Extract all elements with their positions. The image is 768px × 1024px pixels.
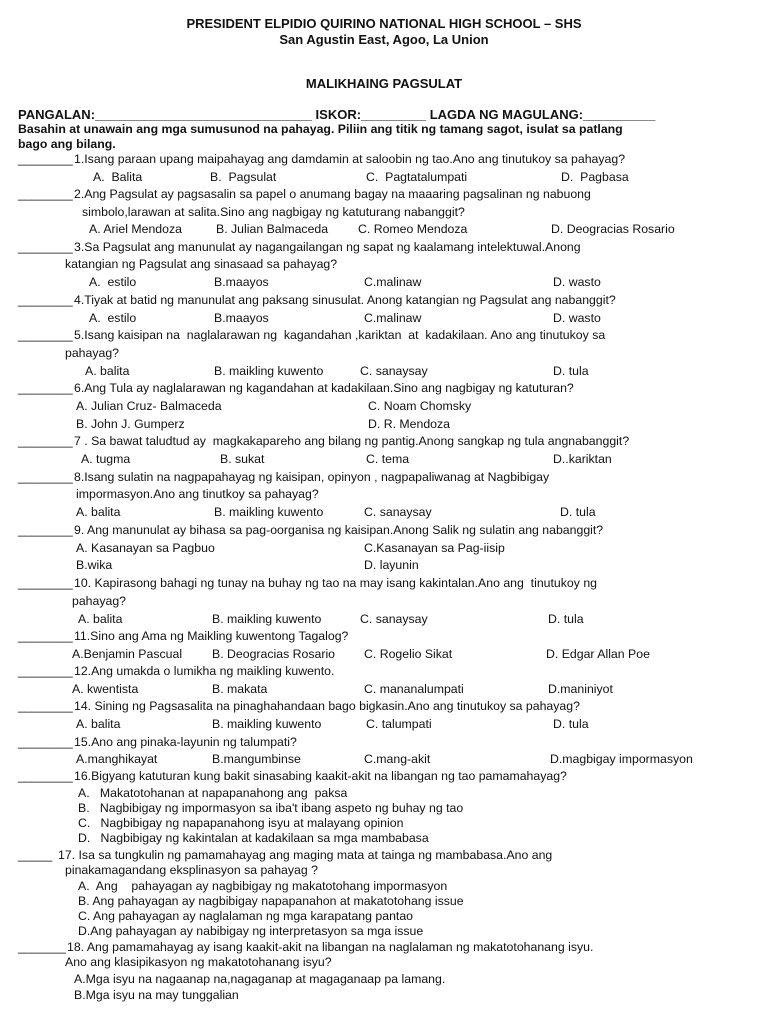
option-d: D. Deogracias Rosario [551,222,675,236]
option-d: D. Nagbibigay ng kakintalan at kadakilaan sa mga mambabasa [78,831,429,845]
option-a: A. estilo [89,311,137,325]
instructions-line-1: Basahin at unawain ang mga sumusunod na pahayag. Piliin ang titik ng tamang sagot, isulat sa patlang [18,122,623,136]
option-c: C. talumpati [366,717,432,731]
answer-blank[interactable]: ________ [18,381,73,395]
option-b: B. maikling kuwento [212,612,322,626]
option-d: D. tula [560,505,596,519]
question-text-cont: pahayag? [72,594,127,608]
option-d: D.maniniyot [548,682,613,696]
answer-blank[interactable]: _______ [18,940,66,954]
option-c: C.Kasanayan sa Pag-iisip [364,541,505,555]
answer-blank[interactable]: _____ [18,848,53,862]
option-a: A. Julian Cruz- Balmaceda [76,399,222,413]
school-address: San Agustin East, Agoo, La Union [279,32,489,47]
option-d: D.magbigay impormasyon [550,752,693,766]
option-b: B.maayos [214,311,269,325]
question-text: 4.Tiyak at batid ng manunulat ang paksang sinusulat. Anong katangian ng Pagsulat ang nabanggit? [74,293,616,307]
option-b: B. Pagsulat [210,170,277,184]
answer-blank[interactable]: ________ [18,293,73,307]
option-a: A. Makatotohanan at napapanahong ang paksa [78,786,348,800]
question-text-cont: pinakamagandang eksplinasyon sa pahayag ? [65,863,318,877]
option-a: A. Ariel Mendoza [89,222,182,236]
option-d: D. Edgar Allan Poe [546,647,650,661]
option-a: A. estilo [89,275,137,289]
question-text: 1.Isang paraan upang maipahayag ang damdamin at saloobin ng tao.Ano ang tinutukoy sa pahayag? [74,152,626,166]
option-b: B.maayos [214,275,269,289]
question-text-cont: pahayag? [65,346,120,360]
option-c: C.malinaw [364,275,422,289]
question-text-cont: Ano ang klasipikasyon ng makatotohanang isyu? [65,955,332,969]
option-c: C. Noam Chomsky [368,399,472,413]
answer-blank[interactable]: ________ [18,699,73,713]
question-text: 5.Isang kaisipan na naglalarawan ng kagandahan ,kariktan at kadakilaan. Ano ang tinutukoy sa [74,328,606,342]
option-c: C. mananalumpati [364,682,464,696]
option-b: B. Julian Balmaceda [216,222,329,236]
option-b: B. sukat [220,452,265,466]
answer-blank[interactable]: ________ [18,629,73,643]
option-c: C.mang-akit [364,752,431,766]
option-a: A. tugma [81,452,131,466]
option-d: D. tula [553,717,589,731]
option-a: A. balita [76,505,121,519]
question-text: 9. Ang manunulat ay bihasa sa pag-oorganisa ng kaisipan.Anong Salik ng sulatin ang nabanggit? [74,523,604,537]
option-a: A.Benjamin Pascual [72,647,183,661]
option-c: C. sanaysay [364,505,432,519]
option-b: B. Ang pahayagan ay nagbibigay napapanahon at makatotohang issue [78,894,464,908]
option-d: D. tula [553,364,589,378]
option-d: D..kariktan [553,452,612,466]
question-text: 10. Kapirasong bahagi ng tunay na buhay ng tao na may isang kakintalan.Ano ang tinutukoy ng [74,576,597,590]
student-info-line[interactable]: PANGALAN:______________________________ ISKOR:_________ LAGDA NG MAGULANG:__________ [18,107,656,122]
answer-blank[interactable]: ________ [18,735,73,749]
answer-blank[interactable]: ________ [18,240,73,254]
question-text: 7 . Sa bawat taludtud ay magkakapareho ang bilang ng pantig.Anong sangkap ng tula angnabanggit? [74,434,630,448]
option-a: A. balita [78,612,123,626]
option-b: B.Mga isyu na may tunggalian [74,988,239,1002]
option-c: C.malinaw [364,311,422,325]
answer-blank[interactable]: ________ [18,187,73,201]
option-c: C. sanaysay [360,612,428,626]
option-b: B. maikling kuwento [212,717,322,731]
option-d: D. R. Mendoza [368,417,451,431]
option-b: B. John J. Gumperz [76,417,185,431]
option-a: A.Mga isyu na nagaanap na,nagaganap at magaganaap pa lamang. [74,972,446,986]
answer-blank[interactable]: ________ [18,328,73,342]
answer-blank[interactable]: ________ [18,664,73,678]
option-c: C. sanaysay [360,364,428,378]
answer-blank[interactable]: ________ [18,523,73,537]
question-text: 16.Bigyang katuturan kung bakit sinasabing kaakit-akit na libangan ng tao pamamahayag? [74,769,567,783]
question-text: 11.Sino ang Ama ng Maikling kuwentong Tagalog? [74,629,349,643]
question-text: 2.Ang Pagsulat ay pagsasalin sa papel o anumang bagay na maaaring pagsalinan ng nabuong [74,187,591,201]
option-a: A. kwentista [72,682,139,696]
option-c: C. Nagbibigay ng napapanahong isyu at malayang opinion [78,816,404,830]
option-a: A.manghikayat [76,752,158,766]
option-c: C. Rogelio Sikat [364,647,453,661]
answer-blank[interactable]: ________ [18,152,73,166]
answer-blank[interactable]: ________ [18,434,73,448]
option-b: B. maikling kuwento [214,364,324,378]
question-text: 6.Ang Tula ay naglalarawan ng kagandahan at kadakilaan.Sino ang nagbigay ng katuturan? [74,381,574,395]
option-b: B. makata [212,682,268,696]
instructions-line-2: bago ang bilang. [18,137,116,151]
question-text-cont: impormasyon.Ano ang tinutkoy sa pahayag? [76,487,319,501]
question-text: 8.Isang sulatin na nagpapahayag ng kaisipan, opinyon , nagpapaliwanag at Nagbibigay [74,470,550,484]
option-b: B. Deogracias Rosario [212,647,336,661]
option-c: C. Ang pahayagan ay naglalaman ng mga karapatang pantao [78,909,413,923]
option-b: B. maikling kuwento [214,505,324,519]
option-b: B. Nagbibigay ng impormasyon sa iba't ibang aspeto ng buhay ng tao [78,801,464,815]
option-a: A. Ang pahayagan ay nagbibigay ng makatotohang impormasyon [78,879,448,893]
question-text-cont: katangian ng Pagsulat ang sinasaad sa pahayag? [65,257,338,271]
question-text: 3.Sa Pagsulat ang manunulat ay nagangailangan ng sapat ng kaalamang intelektuwal.Anong [74,240,581,254]
option-b: B.mangumbinse [212,752,301,766]
option-d: D.Ang pahayagan ay nabibigay ng interpretasyon sa mga issue [78,924,424,938]
question-text-cont: simbolo,larawan at salita.Sino ang nagbigay ng katuturang nabanggit? [82,205,465,219]
option-c: C. Romeo Mendoza [358,222,468,236]
option-a: A. balita [85,364,130,378]
option-d: D. Pagbasa [561,170,629,184]
option-c: C. Pagtatalumpati [366,170,468,184]
option-d: D. wasto [553,311,601,325]
question-text: 15.Ano ang pinaka-layunin ng talumpati? [74,735,297,749]
option-d: D. wasto [553,275,601,289]
question-text: 14. Sining ng Pagsasalita na pinaghahandaan bago bigkasin.Ano ang tinutukoy sa pahayag? [74,699,580,713]
question-text: 17. Isa sa tungkulin ng pamamahayag ang maging mata at tainga ng mambabasa.Ano ang [58,848,553,862]
answer-blank[interactable]: ________ [18,576,73,590]
option-c: C. tema [366,452,410,466]
answer-blank[interactable]: ________ [18,470,73,484]
option-a: A. balita [76,717,121,731]
option-d: D. tula [548,612,584,626]
option-a: A. Balita [93,170,143,184]
question-text: 18. Ang pamamahayag ay isang kaakit-akit na libangan na naglalaman ng makatotohanang isyu. [67,940,594,954]
option-b: B.wika [76,558,113,572]
page-title: MALIKHAING PAGSULAT [305,76,463,91]
school-name: PRESIDENT ELPIDIO QUIRINO NATIONAL HIGH SCHOOL – SHS [186,16,582,31]
answer-blank[interactable]: ________ [18,769,73,783]
option-a: A. Kasanayan sa Pagbuo [76,541,215,555]
question-text: 12.Ang umakda o lumikha ng maikling kuwento. [74,664,335,678]
option-d: D. layunin [364,558,419,572]
